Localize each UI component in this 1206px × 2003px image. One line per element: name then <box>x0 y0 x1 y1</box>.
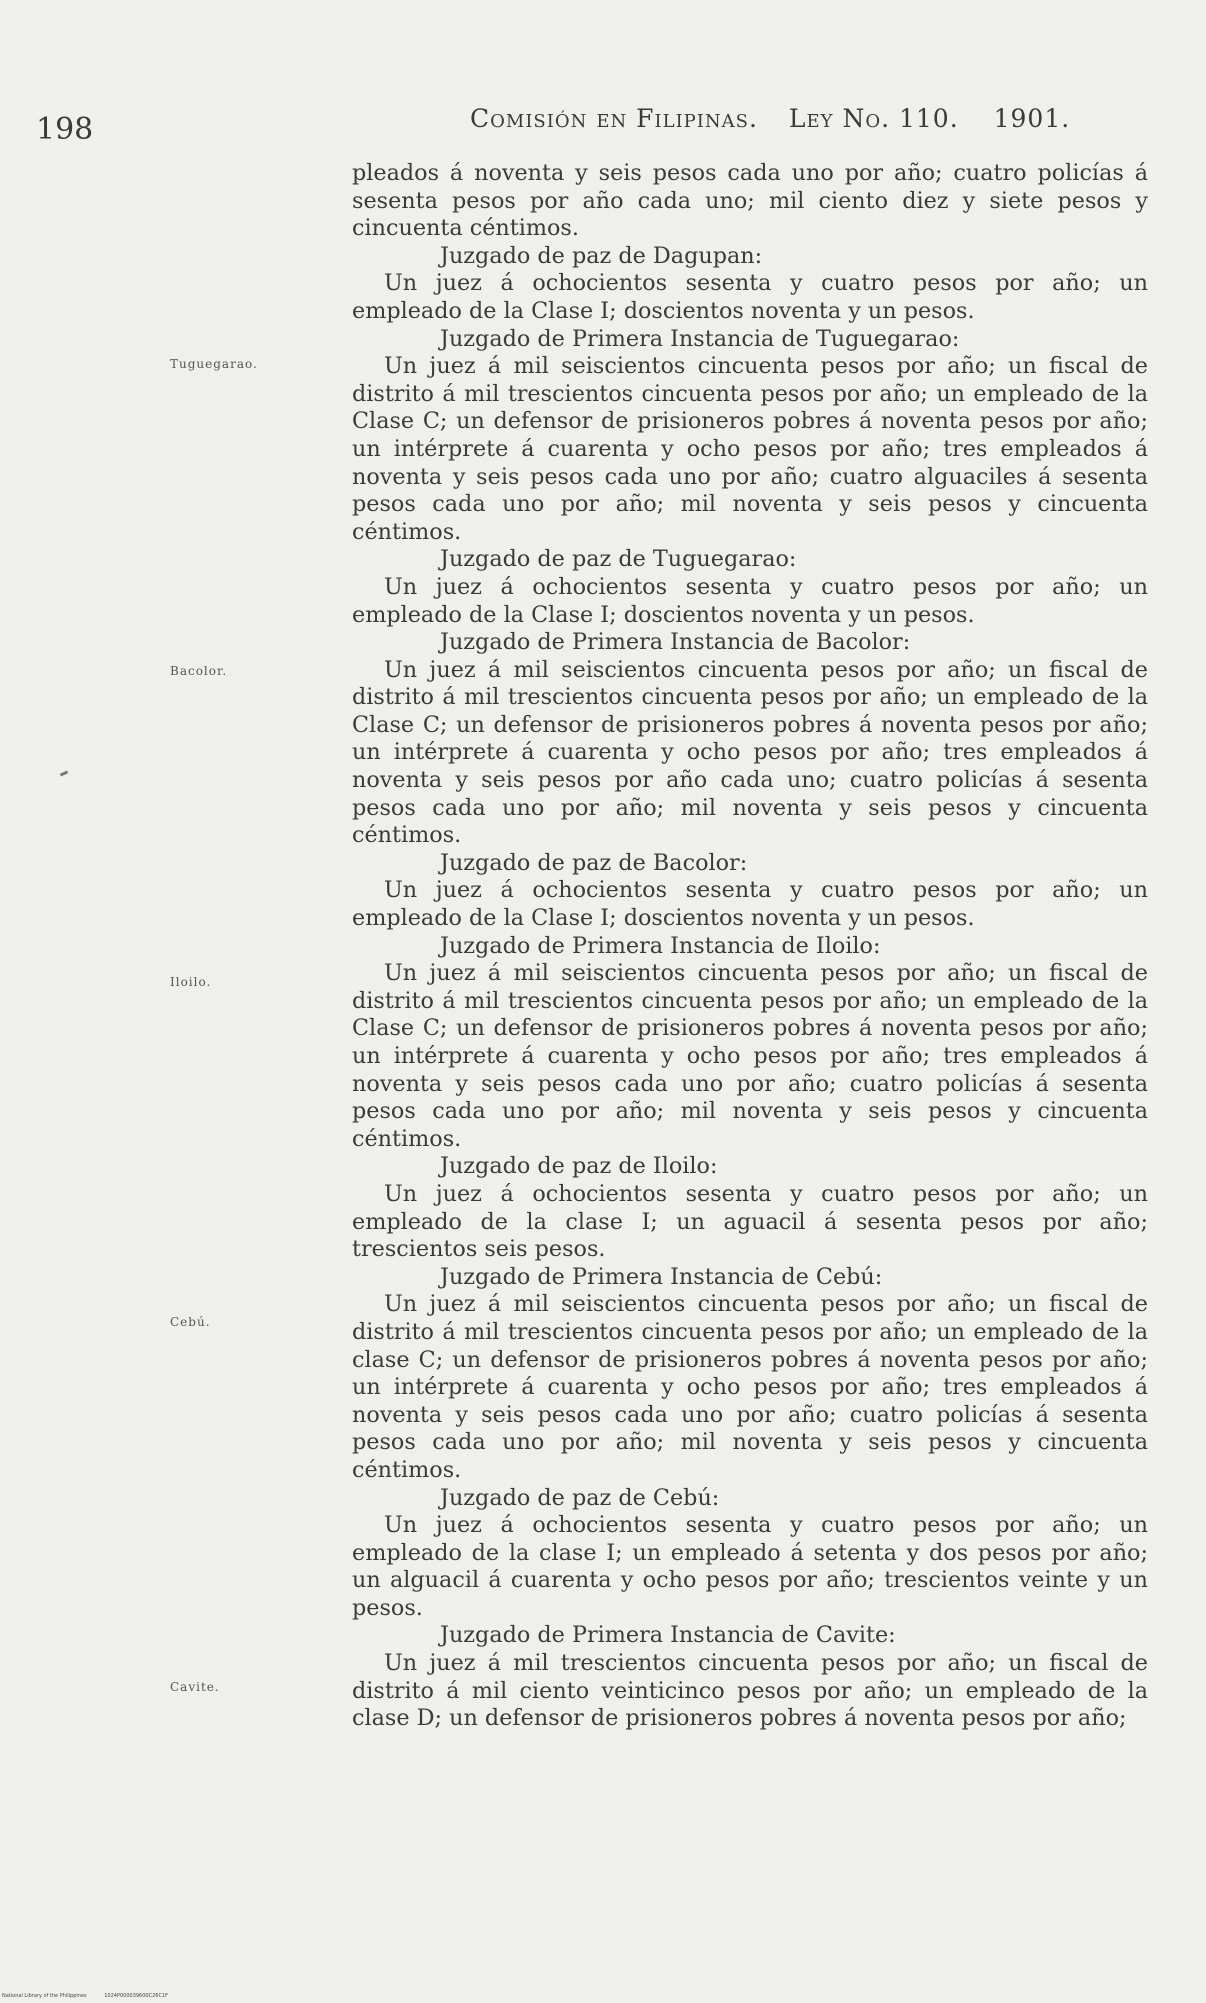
section-heading: Juzgado de paz de Iloilo: <box>440 1153 718 1180</box>
section-paragraph: Un juez á mil seiscientos cincuenta pesos por año; un fiscal de distrito á mil trescientos cincuenta pesos por año; un empleado de la Clase C; un defensor de prisioneros pobres á noventa pesos por año; un intérprete á cuarenta y ocho pesos por año; tres empleados á noventa y seis pesos cada uno por año; cuatro policías á sesenta pesos cada uno por año; mil noventa y seis pesos y cincuenta céntimos. <box>352 960 1148 1152</box>
section-paragraph: Un juez á mil seiscientos cincuenta pesos por año; un fiscal de distrito á mil trescientos cincuenta pesos por año; un empleado de la Clase C; un defensor de prisioneros pobres á noventa pesos por año; un intérprete á cuarenta y ocho pesos por año; tres empleados á noventa y seis pesos por año cada uno; cuatro policías á sesenta pesos cada uno por año; mil noventa y seis pesos y cincuenta céntimos. <box>352 656 1148 849</box>
law-year: 1901. <box>993 104 1071 133</box>
section-heading: Juzgado de paz de Tuguegarao: <box>440 546 797 573</box>
margin-note-iloilo: Iloilo. <box>170 975 212 989</box>
margin-note-bacolor: Bacolor. <box>170 664 228 678</box>
section-heading: Juzgado de Primera Instancia de Cebú: <box>440 1263 883 1290</box>
law-body <box>352 160 1148 1733</box>
ink-speck <box>60 770 69 776</box>
section-paragraph: Un juez á mil trescientos cincuenta pesos por año; un fiscal de distrito á mil ciento veinticinco pesos por año; un empleado de la clase D; un defensor de prisioneros pobres á noventa pesos por año; <box>352 1650 1148 1732</box>
section-paragraph: Un juez á ochocientos sesenta y cuatro pesos por año; un empleado de la Clase I; doscientos noventa y un pesos. <box>352 270 1148 324</box>
section-paragraph: Un juez á ochocientos sesenta y cuatro pesos por año; un empleado de la Clase I; doscientos noventa y un pesos. <box>352 877 1148 932</box>
section-heading: Juzgado de paz de Cebú: <box>440 1484 720 1511</box>
scan-identifier: 1024P000039600C26C1F <box>104 1993 169 1999</box>
paragraph-continuation: pleados á noventa y seis pesos cada uno por año; cuatro policías á sesenta pesos por año cada uno; mil ciento diez y siete pesos y cincuenta céntimos. <box>352 160 1148 242</box>
section-heading: Juzgado de paz de Bacolor: <box>440 849 748 876</box>
law-number: Ley No. 110. <box>788 104 959 133</box>
running-title: Comisión en Filipinas. <box>470 104 758 133</box>
margin-note-tuguegarao: Tuguegarao. <box>170 357 258 371</box>
section-paragraph: Un juez á mil seiscientos cincuenta pesos por año; un fiscal de distrito á mil trescientos cincuenta pesos por año; un empleado de la Clase C; un defensor de prisioneros pobres á noventa pesos por año; un intérprete á cuarenta y ocho pesos por año; tres empleados á noventa y seis pesos cada uno por año; cuatro alguaciles á sesenta pesos cada uno por año; mil noventa y seis pesos y cincuenta céntimos. <box>352 353 1148 545</box>
scan-footer <box>2 1993 168 1999</box>
section-paragraph: Un juez á ochocientos sesenta y cuatro pesos por año; un empleado de la clase I; un empleado á setenta y dos pesos por año; un alguacil á cuarenta y ocho pesos por año; trescientos veinte y un pesos. <box>352 1512 1148 1621</box>
section-paragraph: Un juez á mil seiscientos cincuenta pesos por año; un fiscal de distrito á mil trescientos cincuenta pesos por año; un empleado de la clase C; un defensor de prisioneros pobres á noventa pesos por año; un intérprete á cuarenta y ocho pesos por año; tres empleados á noventa y seis pesos cada uno por año; cuatro policías á sesenta pesos cada uno por año; mil noventa y seis pesos y cincuenta céntimos. <box>352 1291 1148 1483</box>
running-head <box>470 104 1070 133</box>
section-paragraph: Un juez á ochocientos sesenta y cuatro pesos por año; un empleado de la Clase I; doscientos noventa y un pesos. <box>352 573 1148 628</box>
section-paragraph: Un juez á ochocientos sesenta y cuatro pesos por año; un empleado de la clase I; un aguacil á sesenta pesos por año; trescientos seis pesos. <box>352 1180 1148 1263</box>
section-heading: Juzgado de Primera Instancia de Tuguegarao: <box>440 325 960 352</box>
page-number: 198 <box>36 112 94 147</box>
margin-note-cebu: Cebú. <box>170 1315 211 1329</box>
margin-note-cavite: Cavite. <box>170 1680 220 1694</box>
section-heading: Juzgado de Primera Instancia de Bacolor: <box>440 629 911 656</box>
section-heading: Juzgado de paz de Dagupan: <box>440 242 763 269</box>
library-credit: National Library of the Philippines <box>2 1993 87 1999</box>
section-heading: Juzgado de Primera Instancia de Cavite: <box>440 1622 896 1649</box>
section-heading: Juzgado de Primera Instancia de Iloilo: <box>440 932 881 959</box>
